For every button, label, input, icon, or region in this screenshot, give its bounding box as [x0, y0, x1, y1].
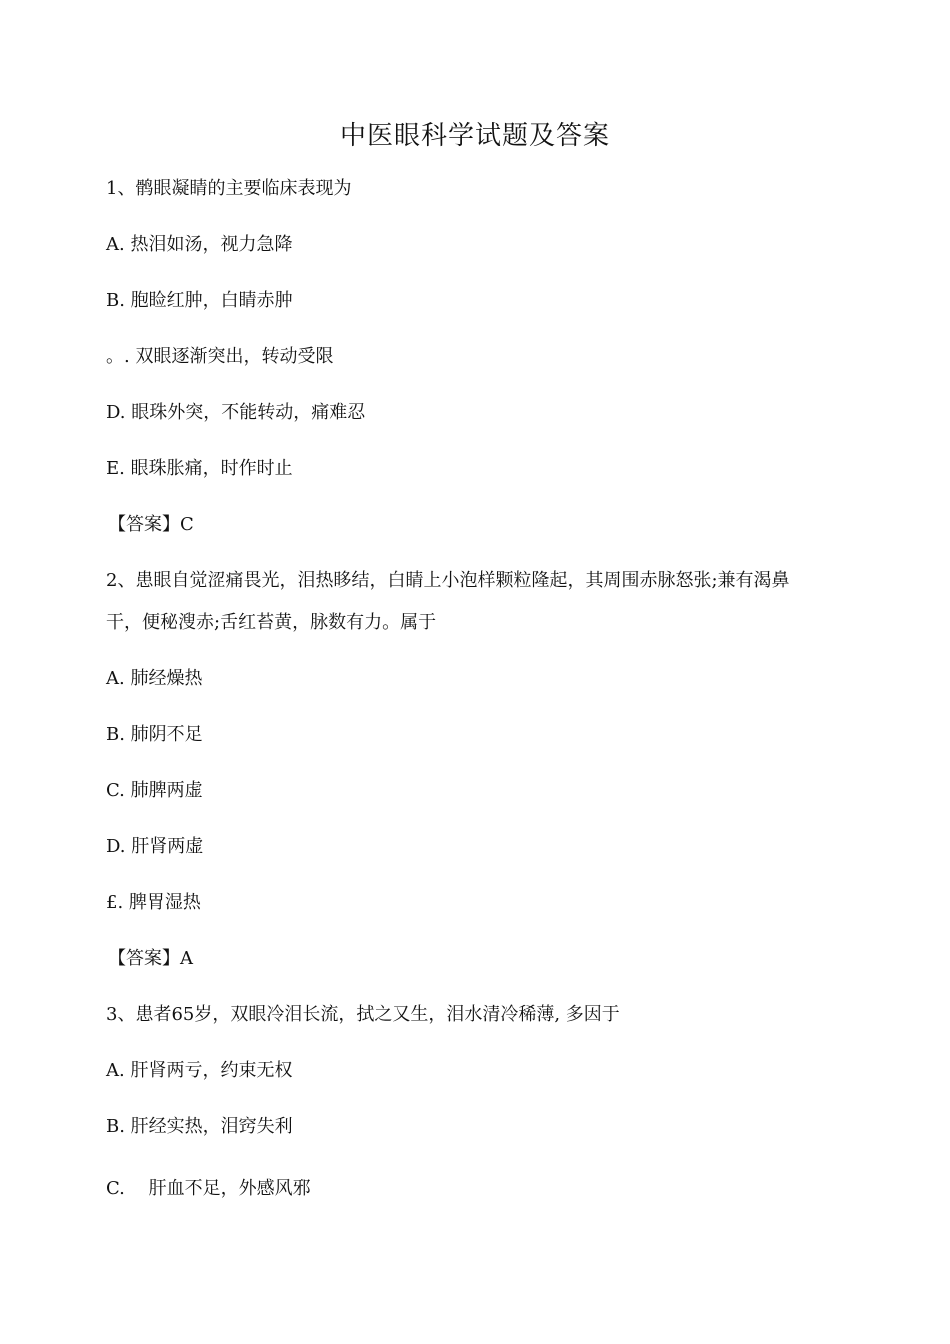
question-1-option-d: D. 眼珠外突，不能转动，痛难忍: [106, 402, 366, 423]
question-3-stem: 3、患者65岁，双眼冷泪长流，拭之又生，泪水清冷稀薄, 多因于: [106, 1004, 620, 1025]
question-2-stem-line-1: 2、患眼自觉涩痛畏光，泪热眵结，白睛上小泡样颗粒隆起，其周围赤脉怒张;兼有渴鼻: [106, 570, 790, 591]
question-1-answer: 【答案】C: [108, 514, 194, 535]
question-1-option-c: 。. 双眼逐渐突出，转动受限: [106, 346, 334, 367]
question-2-answer: 【答案】A: [108, 948, 193, 969]
question-1-option-a: A. 热泪如汤，视力急降: [106, 234, 293, 255]
question-1-option-b: B. 胞睑红肿，白睛赤肿: [106, 290, 293, 311]
question-2-stem-line-2: 干，便秘溲赤;舌红苔黄，脉数有力。属于: [106, 612, 437, 633]
question-2-option-d: D. 肝肾两虚: [106, 836, 204, 857]
question-2-option-b: B. 肺阴不足: [106, 724, 203, 745]
question-1-option-e: E. 眼珠胀痛，时作时止: [106, 458, 293, 479]
question-3-option-c: C. 肝血不足，外感风邪: [106, 1178, 311, 1199]
question-2-option-a: A. 肺经燥热: [106, 668, 203, 689]
question-2-option-c: C. 肺脾两虚: [106, 780, 203, 801]
question-2-option-e: £. 脾胃湿热: [106, 892, 201, 913]
question-3-option-a: A. 肝肾两亏，约束无权: [106, 1060, 293, 1081]
question-3-option-b: B. 肝经实热，泪窍失利: [106, 1116, 293, 1137]
question-1-stem: 1、鹘眼凝睛的主要临床表现为: [106, 178, 352, 199]
document-title: 中医眼科学试题及答案: [339, 121, 610, 151]
